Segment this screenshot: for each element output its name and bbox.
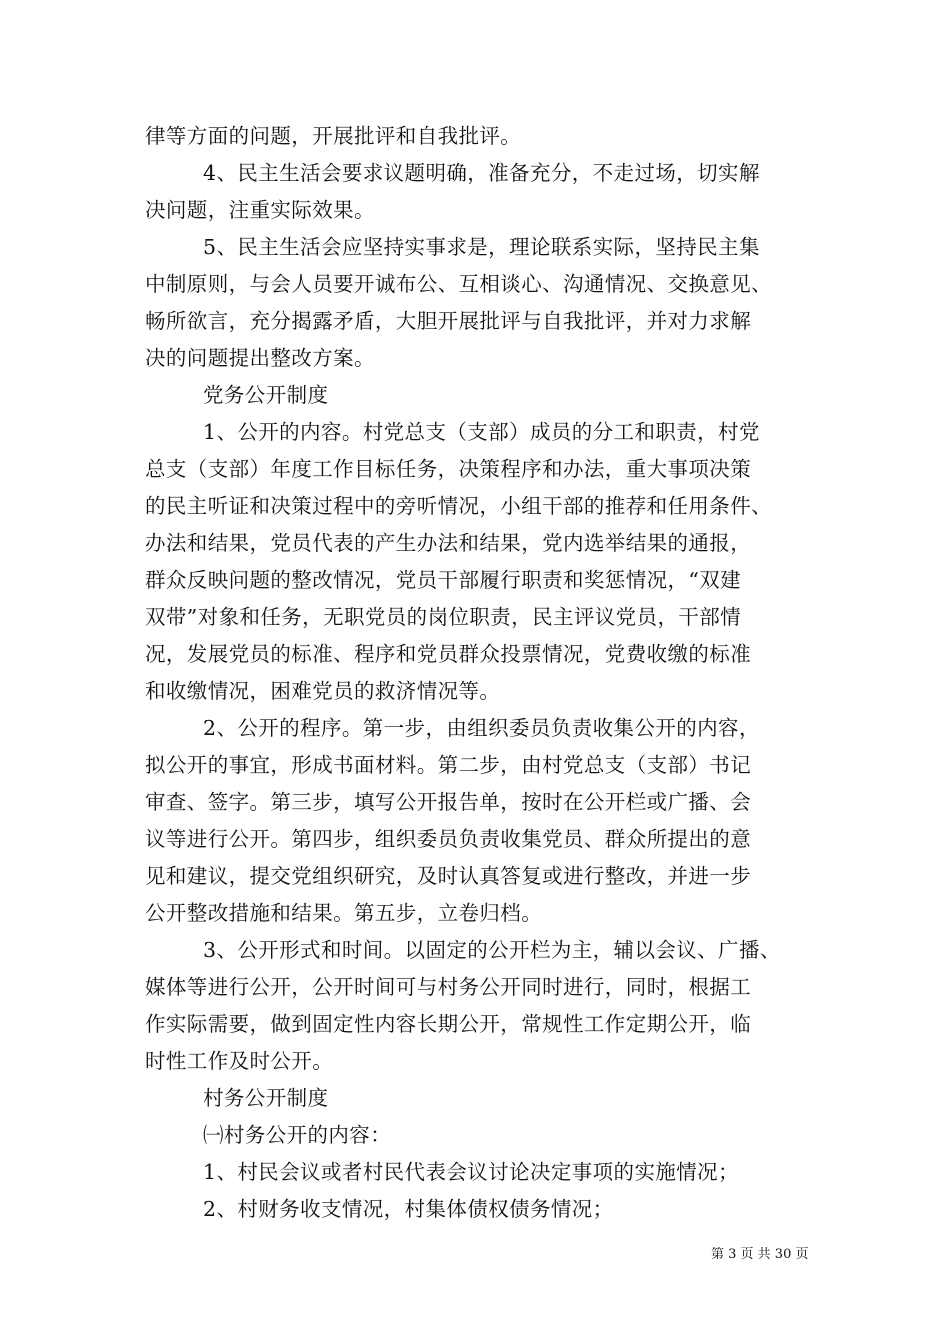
text-line-25: 作实际需要，做到固定性内容长期公开，常规性工作定期公开，临 [145, 1012, 752, 1036]
text-line-17: 2、公开的程序。第一步，由组织委员负责收集公开的内容， [203, 716, 760, 740]
text-line-16: 和收缴情况，困难党员的救济情况等。 [145, 679, 501, 703]
section-heading-party-affairs: 党务公开制度 [203, 383, 329, 407]
text-line-10: 总支（支部）年度工作目标任务，决策程序和办法，重大事项决策 [145, 457, 752, 481]
page-number-footer: 第 3 页 共 30 页 [711, 1247, 809, 1262]
text-line-29: 1、村民会议或者村民代表会议讨论决定事项的实施情况； [203, 1160, 739, 1184]
text-line-21: 见和建议，提交党组织研究，及时认真答复或进行整改，并进一步 [145, 864, 752, 888]
text-line-30: 2、村财务收支情况，村集体债权债务情况； [203, 1197, 614, 1221]
text-line-14: 双带”对象和任务，无职党员的岗位职责，民主评议党员，干部情 [145, 605, 742, 629]
text-line-13: 群众反映问题的整改情况，党员干部履行职责和奖惩情况，“双建 [145, 568, 742, 592]
text-line-9: 1、公开的内容。村党总支（支部）成员的分工和职责，村党 [203, 420, 760, 444]
text-line-23: 3、公开形式和时间。以固定的公开栏为主，辅以会议、广播、 [203, 938, 781, 962]
text-line-12: 办法和结果，党员代表的产生办法和结果，党内选举结果的通报， [145, 531, 752, 555]
text-line-20: 议等进行公开。第四步，组织委员负责收集党员、群众所提出的意 [145, 827, 752, 851]
text-line-2: 4、民主生活会要求议题明确，准备充分，不走过场，切实解 [203, 161, 760, 185]
text-line-18: 拟公开的事宜，形成书面材料。第二步，由村党总支（支部）书记 [145, 753, 752, 777]
text-line-24: 媒体等进行公开，公开时间可与村务公开同时进行，同时，根据工 [145, 975, 752, 999]
text-line-6: 畅所欲言，充分揭露矛盾，大胆开展批评与自我批评，并对力求解 [145, 309, 752, 333]
text-line-26: 时性工作及时公开。 [145, 1049, 334, 1073]
text-line-15: 况，发展党员的标准、程序和党员群众投票情况，党费收缴的标准 [145, 642, 752, 666]
text-line-7: 决的问题提出整改方案。 [145, 346, 375, 370]
text-line-5: 中制原则，与会人员要开诚布公、互相谈心、沟通情况、交换意见、 [145, 272, 772, 296]
section-heading-village-affairs: 村务公开制度 [203, 1086, 329, 1110]
text-line-4: 5、民主生活会应坚持实事求是，理论联系实际，坚持民主集 [203, 235, 760, 259]
text-line-1: 律等方面的问题，开展批评和自我批评。 [145, 124, 522, 148]
text-line-28: ㈠村务公开的内容： [203, 1123, 392, 1147]
text-line-11: 的民主听证和决策过程中的旁听情况，小组干部的推荐和任用条件、 [145, 494, 772, 518]
text-line-3: 决问题，注重实际效果。 [145, 198, 375, 222]
text-line-19: 审查、签字。第三步，填写公开报告单，按时在公开栏或广播、会 [145, 790, 752, 814]
text-line-22: 公开整改措施和结果。第五步，立卷归档。 [145, 901, 543, 925]
document-body [145, 118, 825, 1228]
